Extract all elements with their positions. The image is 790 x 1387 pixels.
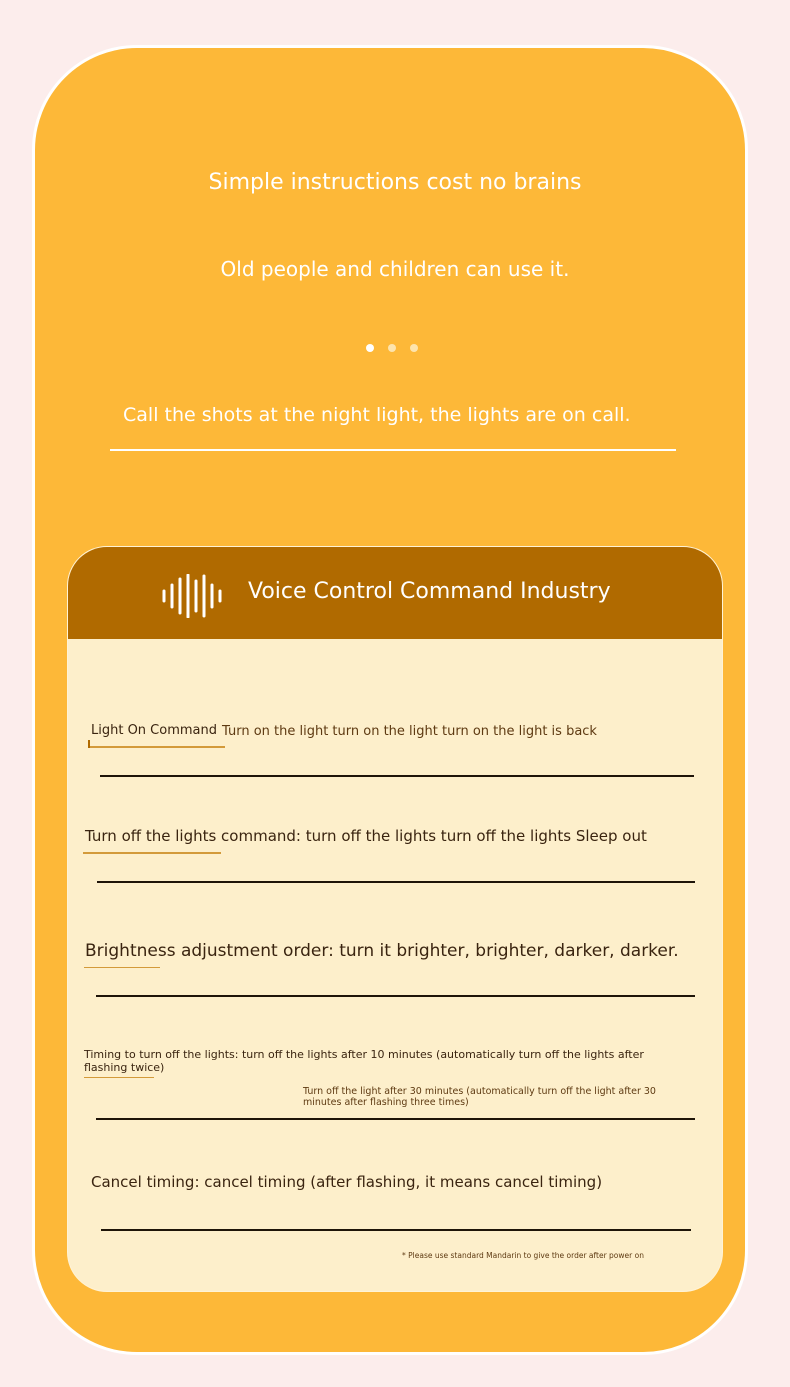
timing-30-command: Turn off the light after 30 minutes (automatically turn off the light after 30 minutes after flashing three times) [303, 1086, 656, 1108]
hero-tagline: Call the shots at the night light, the lights are on call. [123, 404, 631, 426]
panel-header [68, 547, 723, 639]
timing-10-command: Timing to turn off the lights: turn off the lights after 10 minutes (automatically turn off the lights after flashing twice) [84, 1048, 644, 1074]
light-on-command-label: Light On Command [91, 723, 217, 738]
hero-headline: Simple instructions cost no brains [208, 170, 582, 195]
label-marker [88, 740, 90, 748]
carousel-dot-3[interactable] [410, 344, 418, 352]
carousel-dot-1[interactable] [366, 344, 374, 352]
footnote: * Please use standard Mandarin to give the order after power on [402, 1251, 644, 1260]
carousel-dots [366, 342, 418, 354]
divider [96, 1118, 695, 1120]
divider [96, 995, 695, 997]
label-underline [84, 1077, 154, 1078]
sound-wave-icon [161, 574, 223, 618]
label-underline [88, 746, 225, 748]
hero-subheadline: Old people and children can use it. [220, 257, 570, 281]
cancel-timing-command: Cancel timing: cancel timing (after flashing, it means cancel timing) [91, 1173, 603, 1191]
panel-title: Voice Control Command Industry [248, 579, 611, 604]
brightness-command: Brightness adjustment order: turn it brighter, brighter, darker, darker. [85, 941, 679, 961]
light-off-command: Turn off the lights command: turn off the lights turn off the lights Sleep out [85, 827, 647, 845]
light-on-command-text: Turn on the light turn on the light turn on the light is back [222, 724, 597, 739]
divider [101, 1229, 691, 1231]
label-underline [83, 852, 221, 854]
tagline-divider [110, 449, 676, 451]
voice-command-panel [67, 546, 723, 1292]
carousel-dot-2[interactable] [388, 344, 396, 352]
divider [100, 775, 694, 777]
divider [97, 881, 695, 883]
label-underline [84, 967, 160, 968]
